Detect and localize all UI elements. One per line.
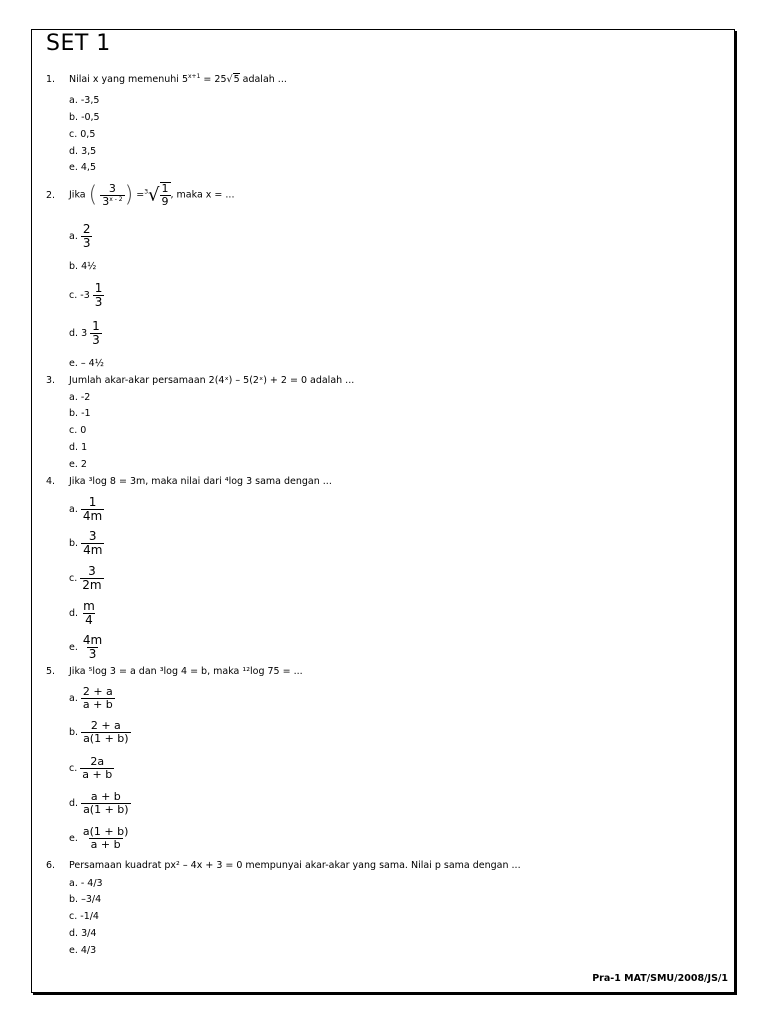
option-b: b. $\frac{3}{4m}$ [69,529,103,558]
question-text: adalah ... [239,74,287,85]
question-2 [46,182,234,208]
option: e. 2 [69,459,87,470]
option-b: b. 4½ [69,261,97,272]
option: d. 3/4 [69,928,97,939]
question-text: Nilai x yang memenuhi 5 [69,74,188,85]
option-d: d. $\frac{a + b}{a(1 + b)}$ [69,790,129,817]
option: a. -3,5 [69,95,100,106]
option: d. 1 [69,442,88,453]
question-number: 2. [46,189,56,201]
root-index: 3 [144,188,149,196]
page-title: SET 1 [46,31,111,56]
question-6 [46,860,521,871]
option: d. 3,5 [69,146,97,157]
question-1 [46,73,287,85]
option-c: c. $\frac{2a}{a + b}$ [69,755,113,782]
page-frame [31,29,735,993]
option: b. -0,5 [69,112,100,123]
sqrt-value: 5 [233,74,240,85]
option: c. -1/4 [69,911,99,922]
option: c. 0 [69,425,87,436]
option-d: d. $\frac{m}{4}$ [69,599,95,628]
denominator: 3$^{x - 2}$ [102,194,123,208]
option-e: e. – 4½ [69,358,104,369]
option: e. 4,5 [69,162,96,173]
option: b. –3/4 [69,894,102,905]
fraction [100,183,124,208]
option-a: a. $\frac{1}{4m}$ [69,495,103,524]
question-text: Jika ⁵log 3 = a dan ³log 4 = b, maka ¹²log 75 = ... [69,666,303,677]
question-text: Jika ³log 8 = 3m, maka nilai dari ⁴log 3 sama dengan ... [69,476,332,487]
option-c: c. -3 $\frac{1}{3}$ [69,281,103,310]
option-c: c. $\frac{3}{2m}$ [69,564,102,593]
question-number: 5. [46,666,56,677]
sqrt-sign: √ [226,74,233,85]
option: a. -2 [69,392,91,403]
equals: = [136,189,145,201]
question-text: Jumlah akar-akar persamaan 2(4ˣ) – 5(2ˣ) + 2 = 0 adalah ... [69,375,355,386]
question-number: 1. [46,74,56,85]
question-text: Persamaan kuadrat px² – 4x + 3 = 0 mempunyai akar-akar yang sama. Nilai p sama dengan ... [69,860,521,871]
question-text: = 25 [200,74,227,85]
question-text: , maka x = ... [170,189,235,201]
root-fraction: $\frac{1}{9}$ [161,182,169,209]
page-footer: Pra-1 MAT/SMU/2008/JS/1 [592,973,728,984]
option-d: d. 3 $\frac{1}{3}$ [69,319,100,348]
option-a: a. $\frac{2 + a}{a + b}$ [69,685,113,712]
numerator: 3 [108,181,116,195]
question-number: 6. [46,860,56,871]
left-paren: ( [88,182,98,208]
option-e: e. $\frac{a(1 + b)}{a + b}$ [69,825,129,852]
question-number: 3. [46,375,56,386]
question-4 [46,476,332,487]
question-number: 4. [46,476,56,487]
question-5 [46,666,303,677]
option-b: b. $\frac{2 + a}{a(1 + b)}$ [69,719,129,746]
option: b. -1 [69,408,91,419]
option: e. 4/3 [69,945,97,956]
option-a: a. $\frac{2}{3}$ [69,222,91,251]
question-text: Jika [69,189,86,201]
option: c. 0,5 [69,129,96,140]
right-paren: ) [124,182,134,208]
exponent: x+1 [188,73,201,80]
option: a. - 4/3 [69,878,103,889]
question-3 [46,375,354,386]
option-e: e. $\frac{4m}{3}$ [69,633,103,662]
sqrt-sign: √ [148,184,160,206]
